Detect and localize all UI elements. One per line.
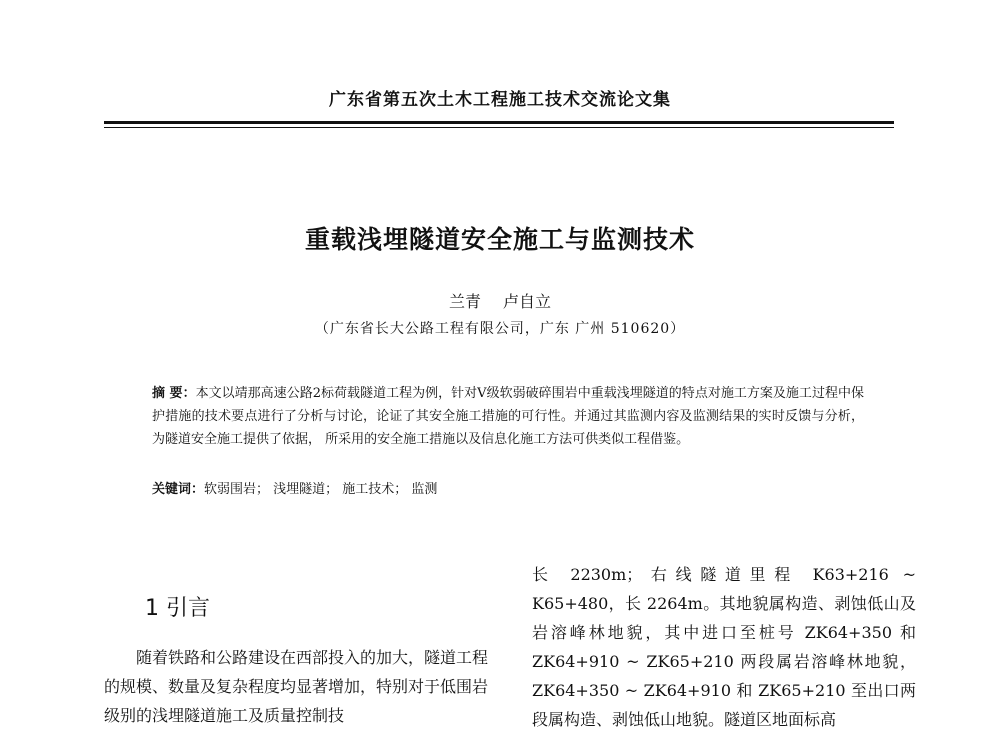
running-header: 广东省第五次土木工程施工技术交流论文集 xyxy=(329,90,671,110)
affiliation: （广东省长大公路工程有限公司，广东 广州 510620） xyxy=(314,321,686,337)
abstract xyxy=(152,382,864,451)
abstract-label: 摘 要： xyxy=(152,386,196,401)
paper-title: 重载浅埋隧道安全施工与监测技术 xyxy=(304,225,695,254)
header-rule-thin xyxy=(104,127,894,128)
body-text-left-column: 随着铁路和公路建设在西部投入的加大，隧道工程的规模、数量及复杂程度均显著增加，特别对于低围岩级别的浅埋隧道施工及质量控制技 xyxy=(104,648,489,725)
keywords-label: 关键词： xyxy=(152,482,205,497)
authors xyxy=(0,289,1000,312)
keywords xyxy=(152,478,864,501)
abstract-text: 本文以靖那高速公路2标荷载隧道工程为例，针对V级软弱破碎围岩中重载浅埋隧道的特点对施工方案及施工过程中保护措施的技术要点进行了分析与讨论，论证了其安全施工措施的可行性。并通过其监测内容及监测结果的实时反馈与分析，为隧道安全施工提供了依据， 所采用的安全施工措施以及信息化施工方法可供类似工程借鉴。 xyxy=(152,386,864,447)
author-1: 兰青 xyxy=(448,292,481,311)
section-heading: 1 引言 xyxy=(145,596,210,621)
keywords-text: 软弱围岩； 浅埋隧道； 施工技术； 监测 xyxy=(204,482,438,497)
header-rule-thick xyxy=(104,121,894,124)
body-text-right-column: 长 2230m；右线隧道里程 K63+216 ~ K65+480，长 2264m。其地貌属构造、剥蚀低山及岩溶峰林地貌，其中进口至桩号 ZK64+350 和 ZK64+910 ~ ZK65+210 两段属岩溶峰林地貌，ZK64+350 ~ ZK64+910 和 ZK65+210 至出口两段属构造、剥蚀低山地貌。隧道区地面标高 xyxy=(532,565,916,729)
author-2: 卢自立 xyxy=(503,292,552,311)
